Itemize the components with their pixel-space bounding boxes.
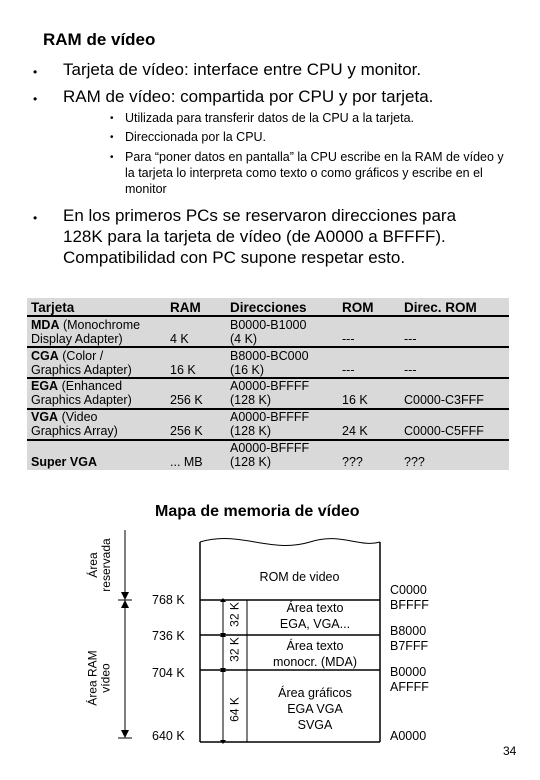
table-cell-dir: A0000-BFFFF [230, 410, 310, 424]
addr-affff: AFFFF [390, 680, 429, 694]
table-cell-rom: --- [342, 363, 355, 377]
table-cell-dir: A0000-BFFFF [230, 379, 310, 393]
table-cell-ram: ... MB [170, 455, 203, 469]
rom-block: ROM de video [259, 570, 340, 584]
table-row-name: VGA (Video [31, 410, 98, 424]
table-cell-dir-size: (128 K) [230, 424, 271, 438]
sub-bullet-text: Direccionada por la CPU. [125, 130, 267, 144]
table-cell-drom: C0000-C3FFF [404, 393, 484, 407]
table-row-name-line2: Graphics Adapter) [31, 363, 132, 377]
table-cell-dir-size: (16 K) [230, 363, 265, 377]
table-cell-rom: ??? [342, 455, 363, 469]
bullet-dot: • [33, 65, 38, 79]
table-cell-ram: 4 K [170, 332, 189, 346]
bullet-dot: • [33, 92, 38, 106]
table-cell-drom: ??? [404, 455, 425, 469]
table-cell-dir: B8000-BC000 [230, 349, 309, 363]
size-label-32k: 32 K [227, 637, 242, 662]
table-row-name: CGA (Color / [31, 349, 104, 363]
sub-bullet-2 [0, 129, 540, 149]
ram-area-label: Área RAM vídeo [85, 650, 113, 706]
table-cell-drom: C0000-C5FFF [404, 424, 484, 438]
table-cell-ram: 16 K [170, 363, 196, 377]
row-separator [27, 346, 509, 348]
table-row-name: Super VGA [31, 455, 97, 469]
mono-block: Área texto monocr. (MDA) [272, 639, 358, 669]
kb-736: 736 K [152, 629, 185, 643]
memory-torn-top [200, 539, 380, 546]
text-block: Área texto EGA, VGA... [279, 601, 351, 631]
table-cell-dir-size: (128 K) [230, 393, 271, 407]
page-number: 34 [503, 744, 517, 758]
header-direc-rom: Direc. ROM [404, 300, 477, 315]
gfx-block: Área gráficos EGA VGA SVGA [278, 686, 352, 732]
header-underline [27, 315, 509, 317]
table-cell-rom: 16 K [342, 393, 368, 407]
bullet-text: RAM de vídeo: compartida por CPU y por tarjeta. [63, 87, 434, 106]
table-row-name-line2: Graphics Adapter) [31, 393, 132, 407]
addr-a0000: A0000 [390, 729, 427, 743]
header-tarjeta: Tarjeta [31, 300, 75, 315]
kb-640: 640 K [152, 729, 185, 743]
table-row-name-line2: Graphics Array) [31, 424, 118, 438]
addr-bffff: BFFFF [390, 598, 429, 612]
header-direcciones: Direcciones [230, 300, 307, 315]
sub-bullet-3 [0, 149, 540, 201]
table-row-name: EGA (Enhanced [31, 379, 123, 393]
addr-b0000: B0000 [390, 665, 427, 679]
table-cell-rom: --- [342, 332, 355, 346]
addr-c0000: C0000 [390, 583, 427, 597]
bullet-text-line: En los primeros PCs se reservaron direcciones para [63, 206, 457, 225]
sub-bullet-dot: • [110, 113, 114, 124]
table-row-name: MDA (Monochrome [31, 318, 141, 332]
bullet-text-line: Compatibilidad con PC supone respetar esto. [63, 248, 406, 267]
sub-bullet-1 [0, 110, 540, 130]
arrow-head-icon [121, 730, 129, 738]
size-label-32k: 32 K [227, 602, 242, 627]
bullet-text-line: 128K para la tarjeta de vídeo (de A0000 a BFFFF). [63, 227, 446, 246]
sub-bullet-dot: • [110, 132, 114, 143]
arrow-head-icon [121, 600, 129, 608]
header-rom: ROM [342, 300, 374, 315]
table-cell-dir-size: (4 K) [230, 332, 258, 346]
table-cell-dir: B0000-B1000 [230, 318, 307, 332]
table-row-name-line2: Display Adapter) [31, 332, 123, 346]
page-title: RAM de vídeo [43, 30, 156, 49]
memory-map-title: Mapa de memoria de vídeo [155, 503, 360, 520]
kb-704: 704 K [152, 666, 185, 680]
table-cell-rom: 24 K [342, 424, 368, 438]
table-cell-ram: 256 K [170, 424, 203, 438]
table-cell-ram: 256 K [170, 393, 203, 407]
sub-bullet-dot: • [110, 152, 114, 163]
table-cell-drom: --- [404, 363, 417, 377]
table-cell-dir-size: (128 K) [230, 455, 271, 469]
bullet-dot: • [33, 211, 38, 225]
header-ram: RAM [170, 300, 201, 315]
kb-768: 768 K [152, 593, 185, 607]
table-cell-drom: --- [404, 332, 417, 346]
size-label-64k: 64 K [227, 697, 242, 722]
table-cell-dir: A0000-BFFFF [230, 441, 310, 455]
sub-bullet-text: Utilizada para transferir datos de la CPU a la tarjeta. [125, 111, 415, 125]
sub-bullet-text: Para “poner datos en pantalla” la CPU escribe en la RAM de vídeo y la tarjeta lo interpreta como texto o como gráficos y escribe en el monitor [125, 150, 504, 196]
addr-b7fff: B7FFF [390, 639, 429, 653]
arrow-head-icon [121, 592, 129, 600]
addr-b8000: B8000 [390, 624, 427, 638]
reserved-area-label: Área reservada [86, 538, 113, 592]
bullet-text: Tarjeta de vídeo: interface entre CPU y monitor. [63, 60, 422, 79]
video-cards-table [27, 298, 509, 470]
